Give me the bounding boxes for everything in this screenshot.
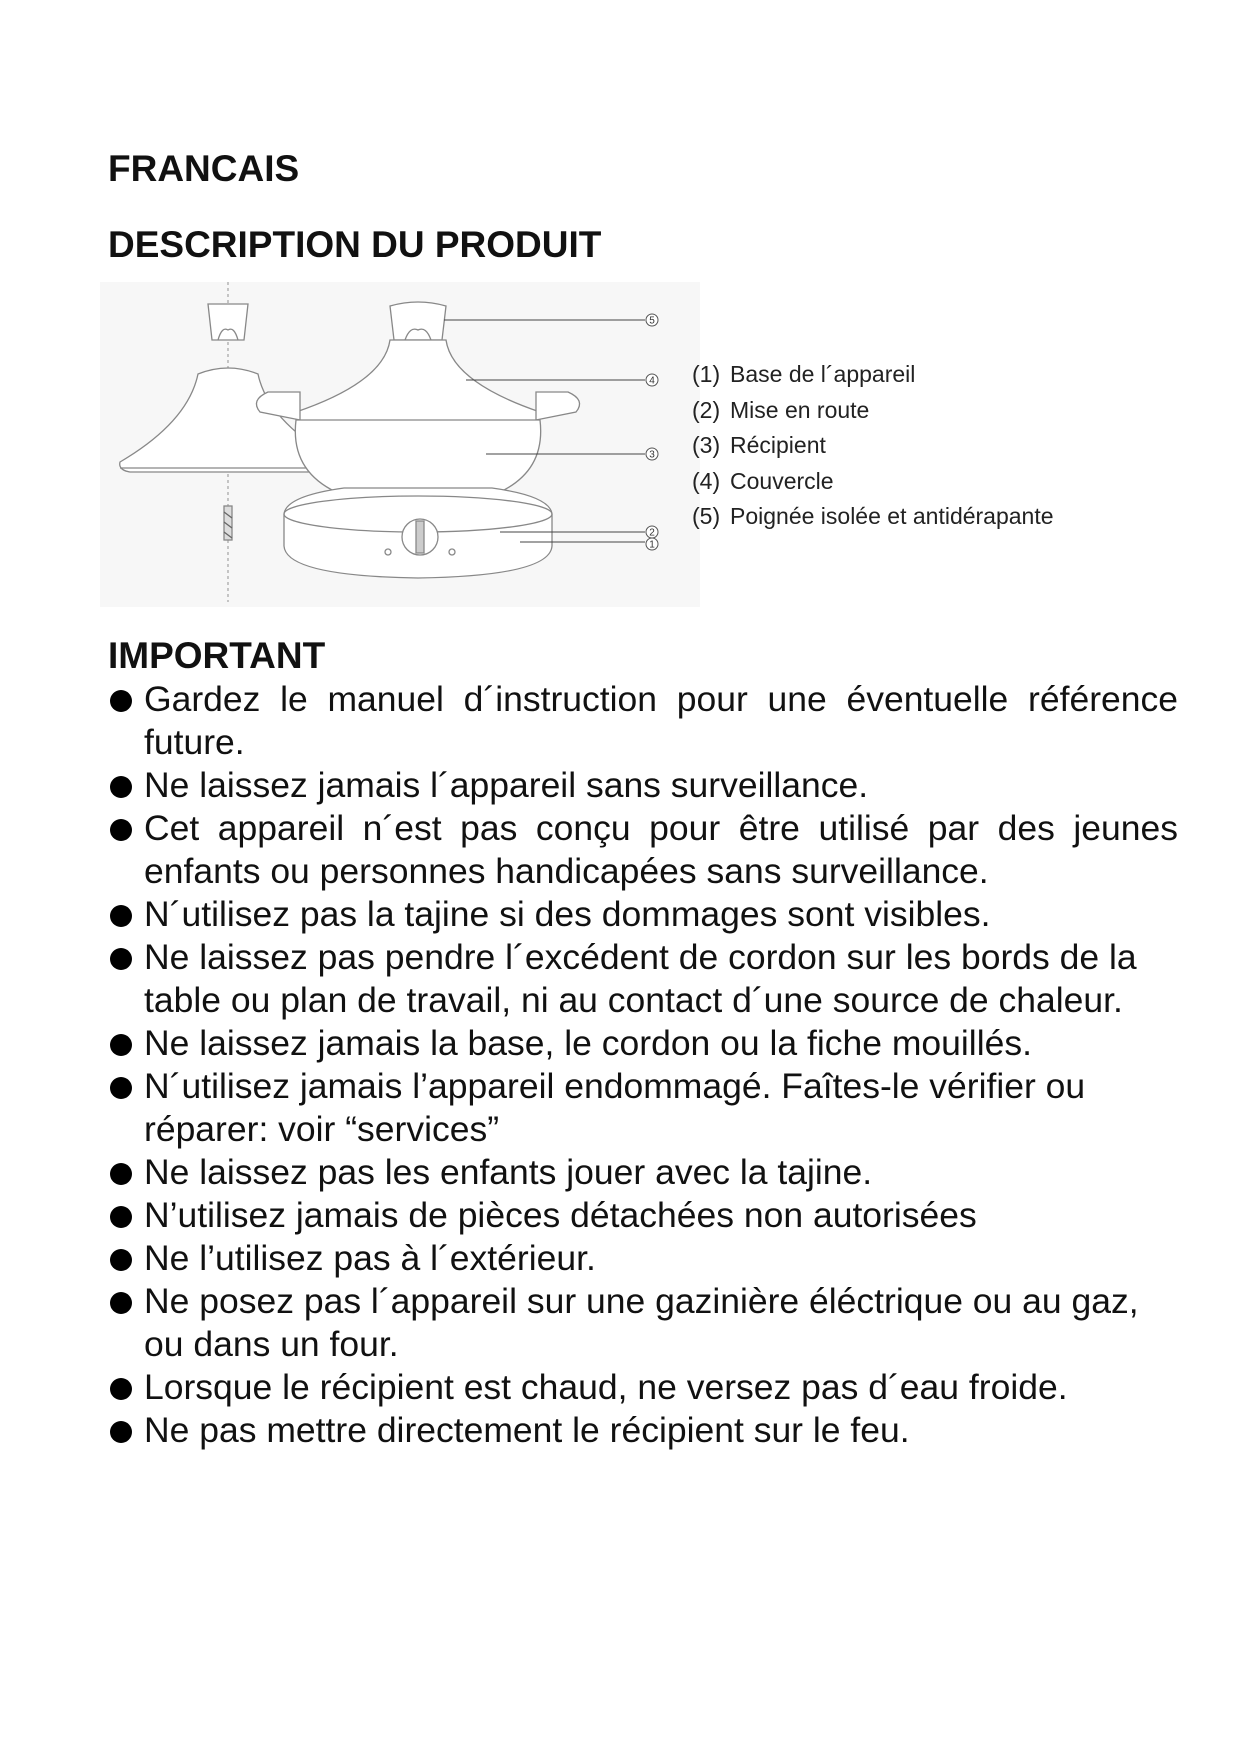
bullet-icon [110, 776, 132, 798]
bullet-icon [110, 948, 132, 970]
list-item: Ne laissez jamais l´appareil sans surveillance. [108, 764, 1178, 807]
important-heading: IMPORTANT [108, 635, 326, 676]
callout-2: 2 [649, 527, 655, 539]
parts-legend [692, 357, 1054, 535]
part-label: Poignée isolée et antidérapante [730, 503, 1054, 529]
exploded-handle [208, 304, 248, 340]
control-knob-grip [416, 521, 424, 553]
part-number: (1) [692, 361, 721, 387]
part-item [692, 499, 1054, 535]
callout-3: 3 [649, 449, 655, 461]
indicator-light [385, 549, 391, 555]
part-label: Base de l´appareil [730, 361, 916, 387]
part-number: (5) [692, 503, 721, 529]
bullet-icon [110, 1077, 132, 1099]
part-item [692, 428, 1054, 464]
bullet-icon [110, 1249, 132, 1271]
section-title: DESCRIPTION DU PRODUIT [108, 224, 602, 265]
part-number: (3) [692, 432, 721, 458]
bullet-icon [110, 1163, 132, 1185]
bullet-icon [110, 1421, 132, 1443]
part-item [692, 393, 1054, 429]
part-item [692, 464, 1054, 500]
bullet-icon [110, 819, 132, 841]
bullet-icon [110, 1034, 132, 1056]
bullet-icon [110, 690, 132, 712]
safety-rules-list [108, 678, 1178, 1452]
list-item: Ne laissez jamais la base, le cordon ou la fiche mouillés. [108, 1022, 1178, 1065]
list-item: Gardez le manuel d´instruction pour une éventuelle référence future. [108, 678, 1178, 764]
bullet-icon [110, 1292, 132, 1314]
part-label: Mise en route [730, 396, 870, 423]
indicator-light-2 [449, 549, 455, 555]
bullet-icon [110, 1206, 132, 1228]
callout-1: 1 [649, 539, 655, 551]
list-item: Ne pas mettre directement le récipient sur le feu. [108, 1409, 1178, 1452]
part-label: Récipient [730, 432, 826, 458]
callout-4: 4 [649, 375, 655, 387]
list-item: Lorsque le récipient est chaud, ne versez pas d´eau froide. [108, 1366, 1178, 1409]
part-item [692, 357, 1054, 393]
part-number: (4) [692, 467, 721, 494]
bullet-icon [110, 1378, 132, 1400]
product-diagram [100, 282, 700, 607]
pot-bowl [295, 420, 540, 492]
list-item: Ne posez pas l´appareil sur une gazinière éléctrique ou au gaz, ou dans un four. [108, 1280, 1178, 1366]
list-item: N’utilisez jamais de pièces détachées non autorisées [108, 1194, 1178, 1237]
bullet-icon [110, 905, 132, 927]
list-item: Ne laissez pas les enfants jouer avec la tajine. [108, 1151, 1178, 1194]
list-item: Ne laissez pas pendre l´excédent de cordon sur les bords de la table ou plan de travail, ni au contact d´une source de chaleur. [108, 936, 1178, 1022]
lid-handle [390, 302, 446, 340]
list-item: N´utilisez jamais l’appareil endommagé. Faîtes-le vérifier ou réparer: voir “services” [108, 1065, 1178, 1151]
part-label: Couvercle [730, 467, 834, 494]
part-number: (2) [692, 396, 721, 423]
list-item: Cet appareil n´est pas conçu pour être utilisé par des jeunes enfants ou personnes handicapées sans surveillance. [108, 807, 1178, 893]
list-item: Ne l’utilisez pas à l´extérieur. [108, 1237, 1178, 1280]
callout-5: 5 [649, 315, 655, 327]
language-heading: FRANCAIS [108, 148, 300, 189]
list-item: N´utilisez pas la tajine si des dommages sont visibles. [108, 893, 1178, 936]
